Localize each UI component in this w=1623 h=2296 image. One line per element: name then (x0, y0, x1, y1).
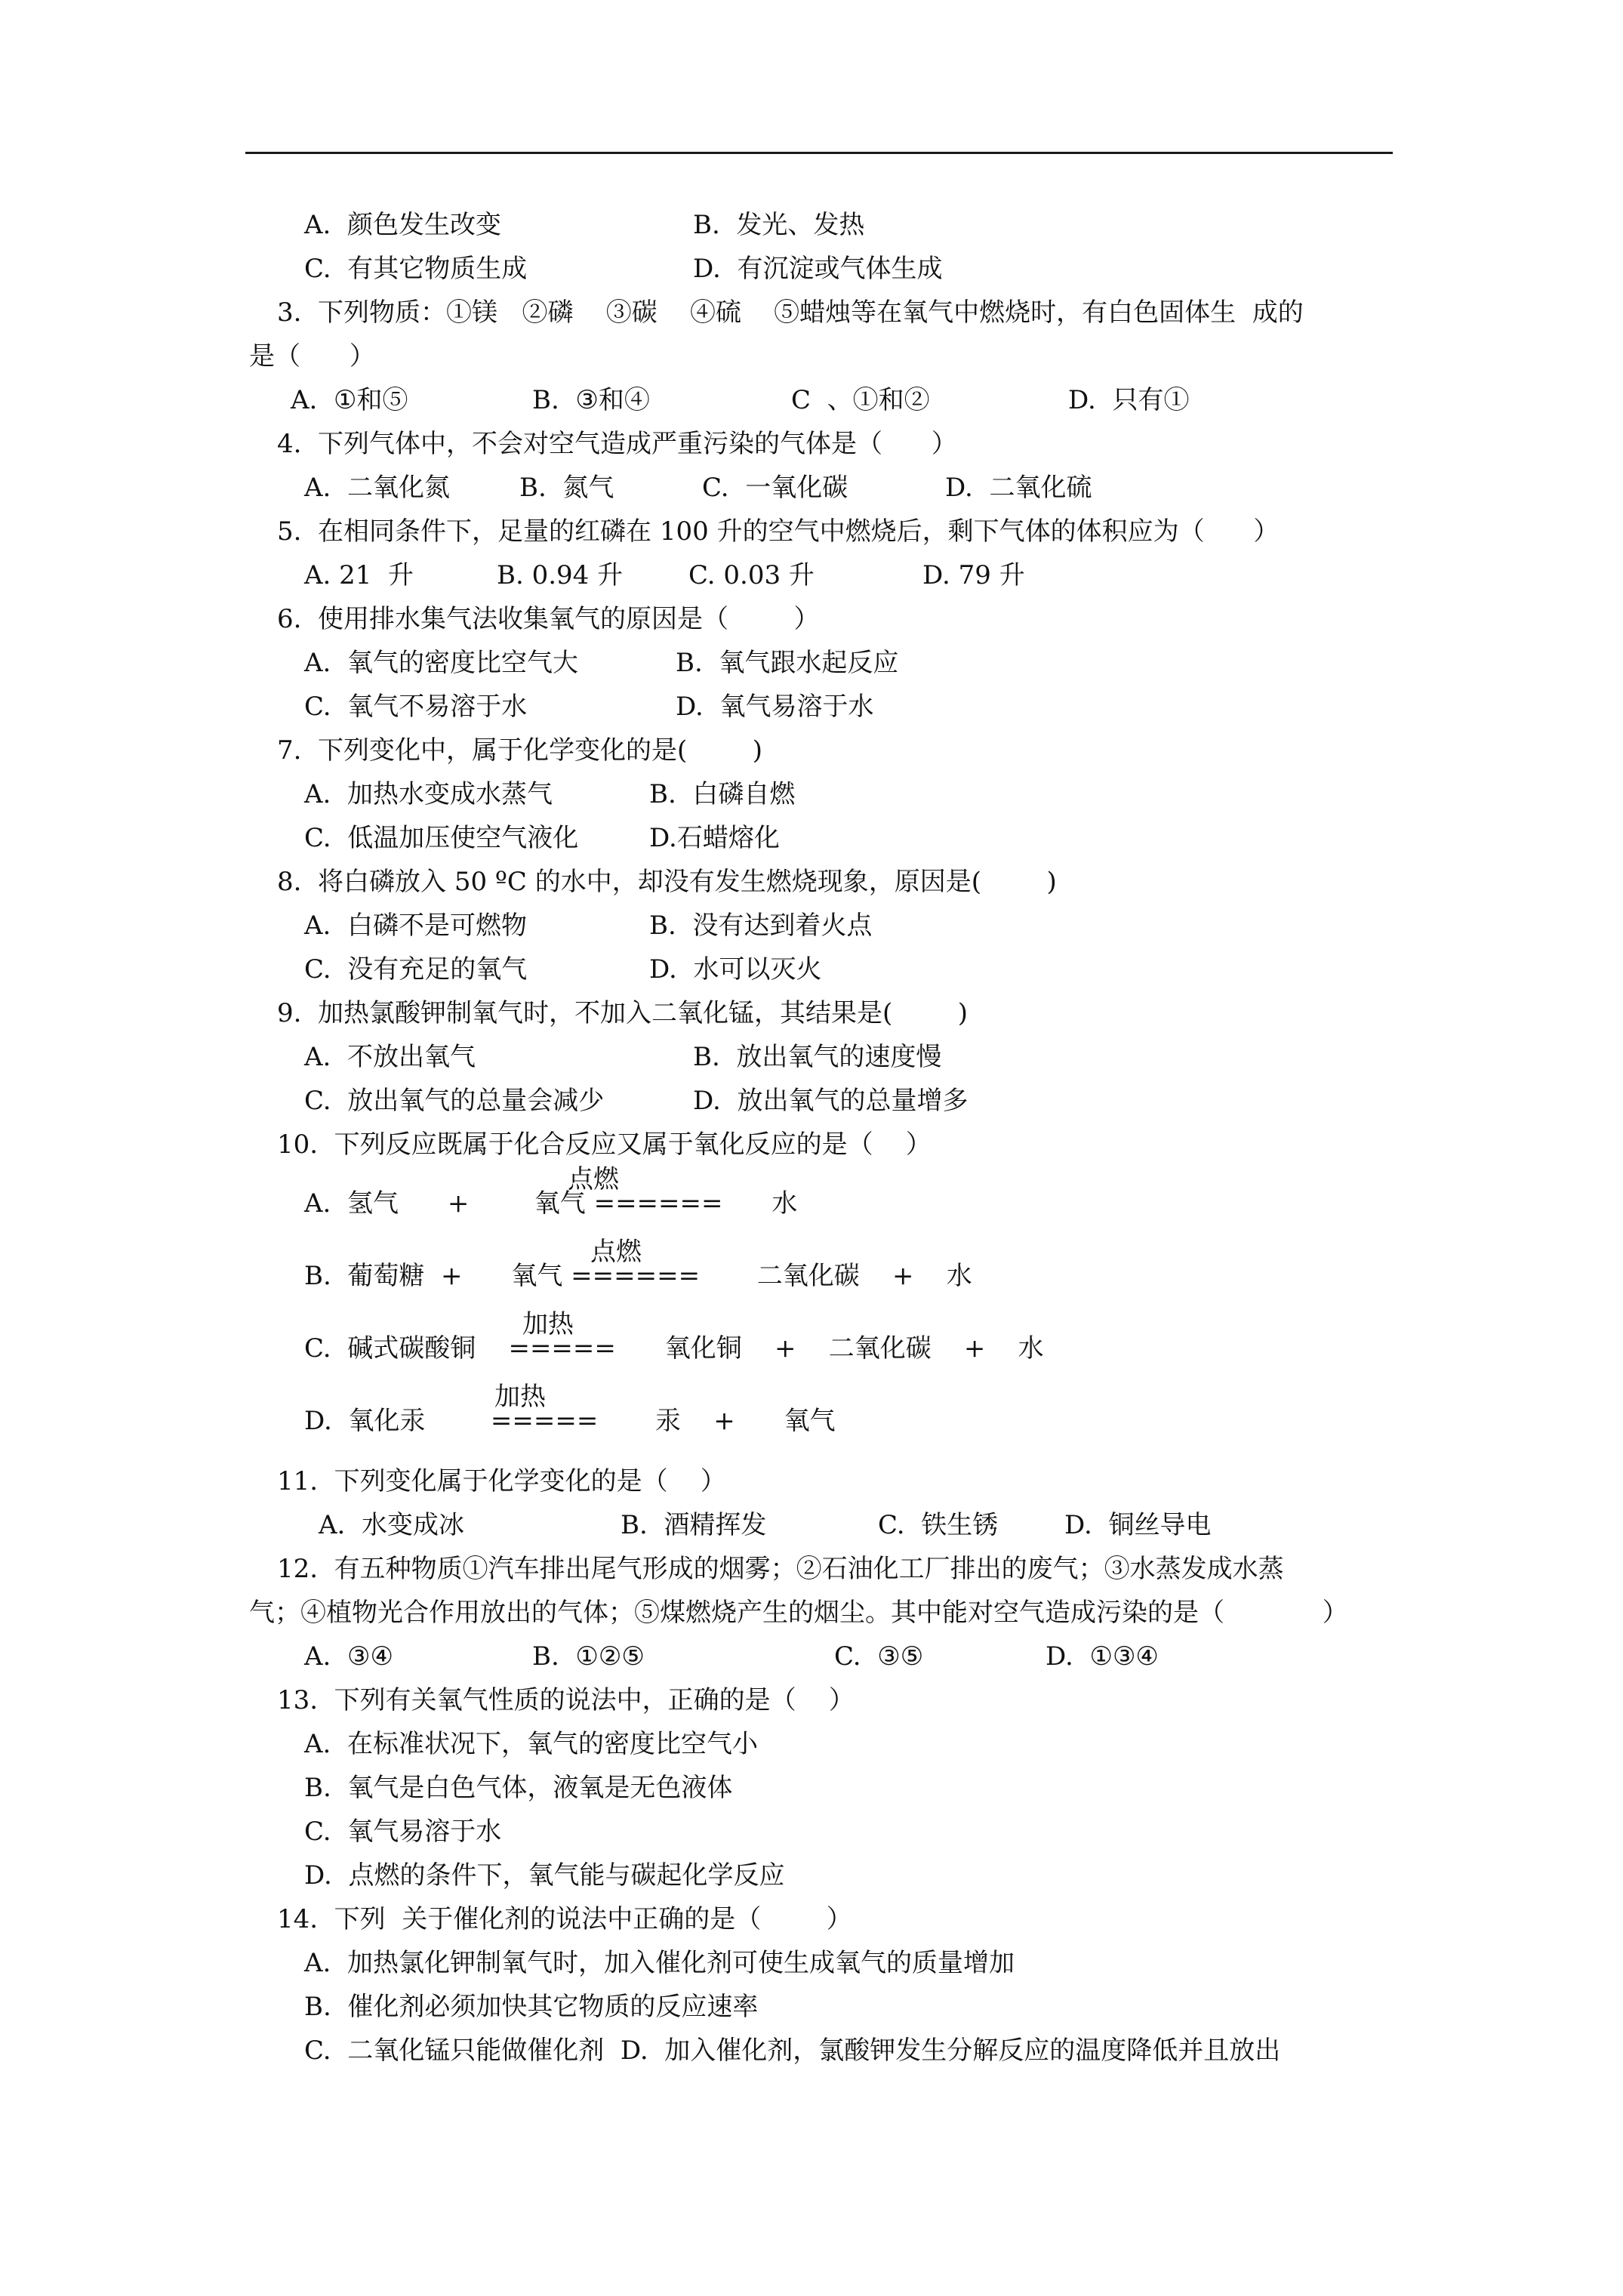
q3-stem: 3. 下列物质：①镁 ②磷 ③碳 ④硫 ⑤蜡烛等在氧气中燃烧时，有白色固体生 成的 (277, 297, 1304, 328)
q13-option-c: C. 氧气易溶于水 (304, 1817, 502, 1847)
q5-option-d: D. 79 升 (922, 560, 1025, 590)
q9-option-d: D. 放出氧气的总量增多 (693, 1086, 969, 1116)
q14-stem: 14. 下列 关于催化剂的说法中正确的是（ ） (277, 1904, 852, 1934)
q6-option-a: A. 氧气的密度比空气大 (304, 648, 578, 678)
q4-option-a: A. 二氧化氮 (304, 473, 450, 503)
q7-option-a: A. 加热水变成水蒸气 (304, 779, 553, 809)
q13-option-a: A. 在标准状况下，氧气的密度比空气小 (304, 1729, 758, 1759)
q3-option-c: C 、①和② (791, 385, 930, 415)
q11-option-a: A. 水变成冰 (319, 1510, 464, 1540)
q10-stem: 10. 下列反应既属于化合反应又属于氧化反应的是（ ） (277, 1130, 932, 1160)
q9-option-b: B. 放出氧气的速度慢 (693, 1042, 942, 1072)
q4-option-d: D. 二氧化硫 (945, 473, 1092, 503)
q10-option-d: D. 氧化汞 ===== 汞 + 氧气 (304, 1406, 836, 1436)
q12-option-d: D. ①③④ (1046, 1641, 1159, 1672)
q6-stem: 6. 使用排水集气法收集氧气的原因是（ ） (277, 604, 820, 634)
header-rule (245, 152, 1393, 154)
q12-stem: 12. 有五种物质①汽车排出尾气形成的烟雾；②石油化工厂排出的废气；③水蒸发成水蒸 (277, 1554, 1284, 1584)
q10-option-b: B. 葡萄糖 + 氧气 ====== 二氧化碳 + 水 (304, 1261, 972, 1291)
q11-option-b: B. 酒精挥发 (621, 1510, 767, 1540)
q7-option-b: B. 白磷自燃 (649, 779, 796, 809)
q14-option-c-d: C. 二氧化锰只能做催化剂 D. 加入催化剂，氯酸钾发生分解反应的温度降低并且放出 (304, 2036, 1281, 2066)
q13-option-d: D. 点燃的条件下，氧气能与碳起化学反应 (304, 1860, 785, 1891)
q8-option-d: D. 水可以灭火 (649, 954, 822, 985)
q5-option-a: A. 21 升 (304, 560, 414, 590)
q6-option-c: C. 氧气不易溶于水 (304, 692, 528, 722)
q3-stem-cont: 是（ ） (249, 341, 375, 371)
q5-option-c: C. 0.03 升 (688, 560, 815, 590)
q4-option-c: C. 一氧化碳 (702, 473, 848, 503)
q11-option-d: D. 铜丝导电 (1064, 1510, 1212, 1540)
q7-option-d: D.石蜡熔化 (649, 823, 780, 853)
q14-option-a: A. 加热氯化钾制氧气时，加入催化剂可使生成氧气的质量增加 (304, 1948, 1015, 1978)
q3-option-d: D. 只有① (1068, 385, 1190, 415)
q4-stem: 4. 下列气体中，不会对空气造成严重污染的气体是（ ） (277, 429, 957, 459)
q5-stem: 5. 在相同条件下，足量的红磷在 100 升的空气中燃烧后，剩下气体的体积应为（ ） (277, 516, 1280, 547)
q4-option-b: B. 氮气 (519, 473, 614, 503)
q8-option-b: B. 没有达到着火点 (649, 911, 873, 941)
q10-option-a: A. 氢气 + 氧气 ====== 水 (304, 1188, 798, 1219)
q2-option-d: D. 有沉淀或气体生成 (693, 254, 943, 284)
q13-stem: 13. 下列有关氧气性质的说法中，正确的是（ ） (277, 1685, 855, 1715)
q10-b-condition: 点燃 (590, 1237, 642, 1267)
q11-option-c: C. 铁生锈 (878, 1510, 999, 1540)
q9-stem: 9. 加热氯酸钾制氧气时，不加入二氧化锰，其结果是( ) (277, 998, 969, 1028)
q2-option-c: C. 有其它物质生成 (304, 254, 528, 284)
q9-option-c: C. 放出氧气的总量会减少 (304, 1086, 605, 1116)
q7-stem: 7. 下列变化中，属于化学变化的是( ) (277, 735, 763, 766)
q10-option-c: C. 碱式碳酸铜 ===== 氧化铜 + 二氧化碳 + 水 (304, 1333, 1044, 1364)
q12-stem-cont: 气；④植物光合作用放出的气体；⑤煤燃烧产生的烟尘。其中能对空气造成污染的是（ ） (249, 1598, 1348, 1628)
q3-option-b: B. ③和④ (532, 385, 650, 415)
q12-option-c: C. ③⑤ (834, 1641, 924, 1672)
q5-option-b: B. 0.94 升 (497, 560, 624, 590)
q6-option-d: D. 氧气易溶于水 (676, 692, 874, 722)
q6-option-b: B. 氧气跟水起反应 (676, 648, 899, 678)
q2-option-b: B. 发光、发热 (693, 210, 865, 240)
q14-option-b: B. 催化剂必须加快其它物质的反应速率 (304, 1992, 759, 2022)
q9-option-a: A. 不放出氧气 (304, 1042, 476, 1072)
q10-c-condition: 加热 (522, 1309, 574, 1339)
q10-a-condition: 点燃 (568, 1164, 619, 1194)
q7-option-c: C. 低温加压使空气液化 (304, 823, 579, 853)
q12-option-a: A. ③④ (304, 1641, 393, 1672)
q3-option-a: A. ①和⑤ (291, 385, 408, 415)
q10-d-condition: 加热 (494, 1382, 546, 1412)
q8-option-a: A. 白磷不是可燃物 (304, 911, 527, 941)
q8-option-c: C. 没有充足的氧气 (304, 954, 528, 985)
q11-stem: 11. 下列变化属于化学变化的是（ ） (277, 1466, 726, 1496)
q8-stem: 8. 将白磷放入 50 ºC 的水中，却没有发生燃烧现象，原因是( ) (277, 867, 1057, 897)
q13-option-b: B. 氧气是白色气体，液氧是无色液体 (304, 1773, 733, 1803)
q2-option-a: A. 颜色发生改变 (304, 210, 501, 240)
q12-option-b: B. ①②⑤ (532, 1641, 645, 1672)
